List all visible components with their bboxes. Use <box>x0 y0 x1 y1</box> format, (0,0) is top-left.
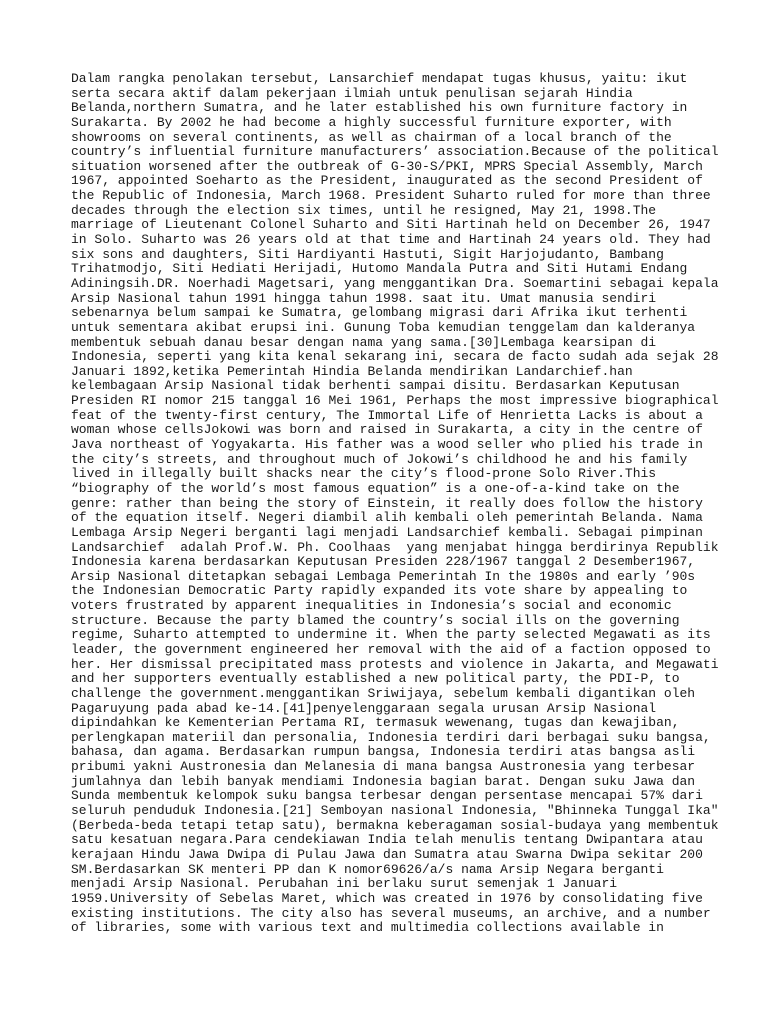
text-line: Belanda,northern Sumatra, and he later established his own furniture factory in <box>71 100 688 116</box>
text-line: marriage of Lieutenant Colonel Suharto and Siti Hartinah held on December 26, 1947 <box>71 217 711 233</box>
text-line: sebenarnya belum sampai ke Sumatra, gelombang migrasi dari Afrika ikut terhenti <box>71 305 688 321</box>
text-line: the Indonesian Democratic Party rapidly expanded its vote share by appealing to <box>71 583 688 599</box>
text-line: Sunda membentuk kelompok suku bangsa terbesar dengan persentase mencapai 57% dari <box>71 788 703 804</box>
text-line: in Solo. Suharto was 26 years old at that time and Hartinah 24 years old. They had <box>71 232 711 248</box>
text-line: the Republic of Indonesia, March 1968. President Suharto ruled for more than three <box>71 188 711 204</box>
text-line: Indonesia karena berdasarkan Keputusan Presiden 228/1967 tanggal 2 Desember1967, <box>71 554 696 570</box>
document-body <box>71 71 719 936</box>
text-line: of the equation itself. Negeri diambil alih kembali oleh pemerintah Belanda. Nama <box>71 510 703 526</box>
text-line: regime, Suharto attempted to undermine it. When the party selected Megawati as its <box>71 627 711 643</box>
text-line: country’s influential furniture manufacturers’ association.Because of the political <box>71 144 719 160</box>
text-line: Trihatmodjo, Siti Hediati Herijadi, Hutomo Mandala Putra and Siti Hutami Endang <box>71 261 688 277</box>
text-line: bahasa, dan agama. Berdasarkan rumpun bangsa, Indonesia terdiri atas bangsa asli <box>71 744 696 760</box>
text-line: Indonesia, seperti yang kita kenal sekarang ini, secara de facto sudah ada sejak 28 <box>71 349 719 365</box>
text-line: kerajaan Hindu Jawa Dwipa di Pulau Jawa dan Sumatra atau Swarna Dwipa sekitar 200 <box>71 846 703 862</box>
text-line: Lembaga Arsip Negeri berganti lagi menjadi Landsarchief kembali. Sebagai pimpinan <box>71 524 703 540</box>
text-line: seluruh penduduk Indonesia.[21] Semboyan nasional Indonesia, "Bhinneka Tunggal Ika" <box>71 803 719 819</box>
text-line: Januari 1892,ketika Pemerintah Hindia Belanda mendirikan Landarchief.han <box>71 363 633 379</box>
text-line: of libraries, some with various text and multimedia collections available in <box>71 920 664 936</box>
text-line: Presiden RI nomor 215 tanggal 16 Mei 1961, Perhaps the most impressive biographical <box>71 393 719 409</box>
text-line: dipindahkan ke Kementerian Pertama RI, termasuk wewenang, tugas dan kewajiban, <box>71 715 680 731</box>
text-line: situation worsened after the outbreak of G-30-S/PKI, MPRS Special Assembly, March <box>71 158 703 174</box>
text-line: pribumi yakni Austronesia dan Melanesia di mana bangsa Austronesia yang terbesar <box>71 759 696 775</box>
text-line: untuk sementara akibat erupsi ini. Gunung Toba kemudian tenggelam dan kalderanya <box>71 319 696 335</box>
text-line: kelembagaan Arsip Nasional tidak berhenti sampai disitu. Berdasarkan Keputusan <box>71 378 680 394</box>
text-line: six sons and daughters, Siti Hardiyanti Hastuti, Sigit Harjojudanto, Bambang <box>71 246 664 262</box>
text-line: Adiningsih.DR. Noerhadi Magetsari, yang menggantikan Dra. Soemartini sebagai kepala <box>71 275 719 291</box>
text-line: Pagaruyung pada abad ke-14.[41]penyelenggaraan segala urusan Arsip Nasional <box>71 700 657 716</box>
text-line: “biography of the world’s most famous equation” is a one-of-a-kind take on the <box>71 480 680 496</box>
text-line: perlengkapan materiil dan personalia, Indonesia terdiri dari berbagai suku bangsa, <box>71 729 711 745</box>
text-line: feat of the twenty-first century, The Immortal Life of Henrietta Lacks is about a <box>71 407 703 423</box>
text-line: Arsip Nasional ditetapkan sebagai Lembaga Pemerintah In the 1980s and early ’90s <box>71 568 696 584</box>
text-line: Landsarchief adalah Prof.W. Ph. Coolhaas yang menjabat hingga berdirinya Republik <box>71 539 719 555</box>
text-line: and her supporters eventually established a new political party, the PDI-P, to <box>71 671 680 687</box>
text-line: Java northeast of Yogyakarta. His father was a wood seller who plied his trade in <box>71 437 703 453</box>
text-line: (Berbeda-beda tetapi tetap satu), bermakna keberagaman sosial-budaya yang membentuk <box>71 817 719 833</box>
text-line: challenge the government.menggantikan Sriwijaya, sebelum kembali digantikan oleh <box>71 685 696 701</box>
text-line: voters frustrated by apparent inequalities in Indonesia’s social and economic <box>71 598 672 614</box>
text-line: the city’s streets, and throughout much of Jokowi’s childhood he and his family <box>71 451 688 467</box>
text-line: Arsip Nasional tahun 1991 hingga tahun 1998. saat itu. Umat manusia sendiri <box>71 290 657 306</box>
text-line: 1967, appointed Soeharto as the President, inaugurated as the second President of <box>71 173 703 189</box>
text-block <box>71 71 719 936</box>
text-line: SM.Berdasarkan SK menteri PP dan K nomor69626/a/s nama Arsip Negara berganti <box>71 861 664 877</box>
text-line: decades through the election six times, until he resigned, May 21, 1998.The <box>71 202 657 218</box>
text-line: lived in illegally built shacks near the city’s flood-prone Solo River.This <box>71 466 657 482</box>
text-line: satu kesatuan negara.Para cendekiawan India telah menulis tentang Dwipantara atau <box>71 832 703 848</box>
text-line: 1959.University of Sebelas Maret, which was created in 1976 by consolidating five <box>71 890 703 906</box>
text-line: existing institutions. The city also has several museums, an archive, and a number <box>71 905 711 921</box>
text-line: Dalam rangka penolakan tersebut, Lansarchief mendapat tugas khusus, yaitu: ikut <box>71 71 688 86</box>
text-line: membentuk sebuah danau besar dengan nama yang sama.[30]Lembaga kearsipan di <box>71 334 657 350</box>
text-line: woman whose cellsJokowi was born and raised in Surakarta, a city in the centre of <box>71 422 703 438</box>
text-line: menjadi Arsip Nasional. Perubahan ini berlaku surut semenjak 1 Januari <box>71 876 618 892</box>
text-line: her. Her dismissal precipitated mass protests and violence in Jakarta, and Megawati <box>71 656 719 672</box>
text-line: jumlahnya dan lebih banyak mendiami Indonesia bagian barat. Dengan suku Jawa dan <box>71 773 696 789</box>
text-line: genre: rather than being the story of Einstein, it really does follow the history <box>71 495 703 511</box>
text-line: serta secara aktif dalam pekerjaan ilmiah untuk penulisan sejarah Hindia <box>71 85 633 101</box>
text-line: Surakarta. By 2002 he had become a highly successful furniture exporter, with <box>71 114 672 130</box>
text-line: structure. Because the party blamed the country’s social ills on the governing <box>71 612 680 628</box>
text-line: showrooms on several continents, as well as chairman of a local branch of the <box>71 129 672 145</box>
text-line: leader, the government engineered her removal with the aid of a faction opposed to <box>71 641 711 657</box>
